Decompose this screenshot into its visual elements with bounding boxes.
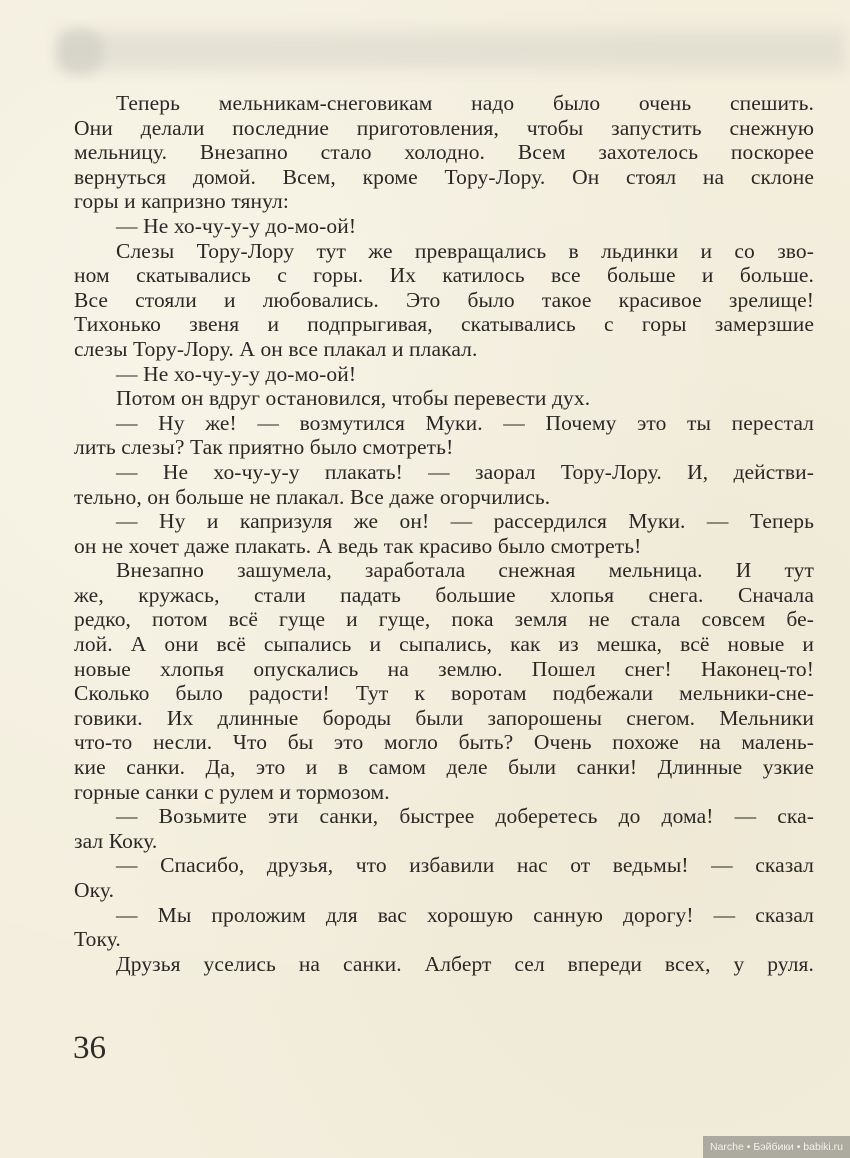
text-line: Внезапно зашумела, заработала снежная мельница. И тут (116, 558, 814, 583)
page-body (74, 91, 814, 976)
text-line: — Спасибо, друзья, что избавили нас от ведьмы! — сказал (116, 853, 814, 878)
text-line: лой. А они всё сыпались и сыпались, как из мешка, всё новые и (74, 632, 814, 657)
text-line: слезы Тору-Лору. А он все плакал и плакал. (74, 336, 478, 361)
text-line: же, кружась, стали падать большие хлопья снега. Сначала (74, 582, 814, 607)
text-line: — Не хо-чу-у-у до-мо-ой! (116, 361, 357, 386)
text-line: лить слезы? Так приятно было смотреть! (74, 435, 454, 460)
text-line: говики. Их длинные бороды были запорошены снегом. Мельники (74, 705, 814, 730)
watermark: Narche • Бэйбики • babiki.ru (703, 1136, 850, 1158)
text-line: Оку. (74, 878, 115, 902)
text-line: — Возьмите эти санки, быстрее доберетесь до дома! — ска- (116, 804, 814, 829)
text-line: — Ну же! — возмутился Муки. — Почему это ты перестал (116, 410, 814, 435)
text-line: — Не хо-чу-у-у до-мо-ой! (116, 213, 357, 238)
page-number: 36 (73, 1030, 106, 1066)
text-line: Слезы Тору-Лору тут же превращались в льдинки и со зво- (116, 238, 814, 263)
text-line: Все стояли и любовались. Это было такое красивое зрелище! (74, 287, 814, 312)
text-line: — Не хо-чу-у-у плакать! — заорал Тору-Лору. И, действи- (116, 459, 814, 484)
text-line: Друзья уселись на санки. Алберт сел впереди всех, у руля. (116, 951, 814, 976)
text-line: — Мы проложим для вас хорошую санную дорогу! — сказал (116, 902, 814, 927)
text-line: ном скатывались с горы. Их катилось все больше и больше. (74, 263, 814, 288)
text-line: Тихонько звеня и подпрыгивая, скатывались с горы замерзшие (74, 312, 814, 337)
text-line: новые хлопья опускались на землю. Пошел снег! Наконец-то! (74, 656, 814, 681)
text-line: горы и капризно тянул: (74, 189, 289, 214)
text-line: он не хочет даже плакать. А ведь так красиво было смотреть! (74, 533, 642, 558)
text-line: вернуться домой. Всем, кроме Тору-Лору. Он стоял на склоне (74, 164, 814, 189)
text-line: горные санки с рулем и тормозом. (74, 779, 390, 804)
text-line: мельницу. Внезапно стало холодно. Всем захотелось поскорее (74, 140, 814, 165)
text-line: зал Коку. (74, 828, 158, 853)
text-line: тельно, он больше не плакал. Все даже огорчились. (74, 484, 551, 509)
text-line: кие санки. Да, это и в самом деле были санки! Длинные узкие (74, 755, 814, 780)
text-line: Теперь мельникам-снеговикам надо было очень спешить. (116, 91, 814, 115)
scan-blot (58, 28, 103, 76)
text-line: редко, потом всё гуще и гуще, пока земля не стала совсем бе- (74, 607, 814, 632)
text-line: Они делали последние приготовления, чтобы запустить снежную (74, 115, 814, 140)
text-line: что-то несли. Что бы это могло быть? Очень похоже на малень- (74, 730, 814, 755)
scan-shadow (55, 22, 845, 77)
text-line: Току. (74, 927, 121, 952)
text-line: Потом он вдруг остановился, чтобы перевести дух. (116, 386, 591, 411)
text-line: — Ну и капризуля же он! — рассердился Муки. — Теперь (116, 509, 814, 534)
text-line: Сколько было радости! Тут к воротам подбежали мельники-сне- (74, 681, 814, 706)
